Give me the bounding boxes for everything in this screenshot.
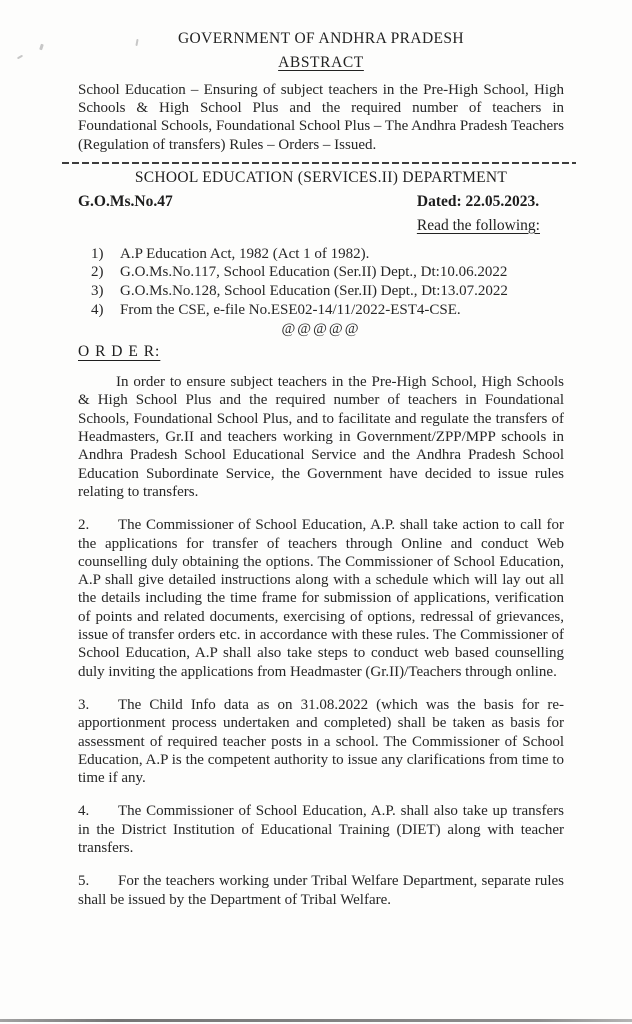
- reference-number: 1): [91, 245, 104, 262]
- go-header-right-column: [417, 193, 540, 235]
- page-title: GOVERNMENT OF ANDHRA PRADESH: [177, 30, 465, 47]
- paragraph-text: The Commissioner of School Education, A.P. shall also take up transfers in the District Institution of Educational Training (DIET) along with teacher transfers.: [78, 803, 564, 857]
- scan-artifact: [17, 55, 23, 60]
- reference-item: [91, 245, 564, 264]
- paragraph-number: 5.: [78, 873, 90, 890]
- order-heading: O R D E R:: [78, 343, 161, 361]
- order-paragraph: [78, 802, 564, 857]
- reference-text: A.P Education Act, 1982 (Act 1 of 1982).: [120, 245, 370, 262]
- reference-item: [91, 282, 564, 301]
- order-paragraph: [78, 696, 564, 787]
- paragraph-text: In order to ensure subject teachers in the Pre-High School, High Schools & High School Plus and the required number of teachers in Foundational Schools, Foundational School Plus, and to facilitate and regulate the transfers of Headmasters, Gr.II and teachers working in Government/ZPP/MPP schools in Andhra Pradesh School Educational Service and the Andhra Pradesh School Education Subordinate Service, the Government have decided to issue rules relating to transfers.: [78, 374, 564, 500]
- department-heading: SCHOOL EDUCATION (SERVICES.II) DEPARTMENT: [134, 168, 508, 186]
- abstract-text: School Education – Ensuring of subject teachers in the Pre-High School, High Schools & High School Plus and the required number of teachers in Foundational Schools, Foundational School Plus – The Andhra Pradesh Teachers (Regulation of transfers) Rules – Orders – Issued.: [78, 82, 564, 153]
- go-number: G.O.Ms.No.47: [78, 192, 173, 210]
- reference-number: 4): [91, 301, 104, 318]
- paragraph-number: 2.: [78, 517, 90, 534]
- reference-item: [91, 263, 564, 282]
- order-paragraph: [78, 516, 564, 681]
- reference-text: G.O.Ms.No.117, School Education (Ser.II) Dept., Dt:10.06.2022: [120, 264, 508, 281]
- reference-text: G.O.Ms.No.128, School Education (Ser.II) Dept., Dt:13.07.2022: [120, 283, 508, 299]
- page-bottom-scan-edge: [0, 1019, 632, 1022]
- paragraph-number: 3.: [78, 696, 90, 713]
- at-sign-separator: @@@@@: [281, 321, 361, 338]
- reference-number: 2): [91, 264, 104, 281]
- dashed-separator: [62, 162, 576, 164]
- read-following-label: Read the following:: [416, 216, 540, 234]
- order-paragraph: [78, 872, 564, 909]
- dated-label: Dated: 22.05.2023.: [416, 192, 540, 210]
- paragraph-text: For the teachers working under Tribal Welfare Department, separate rules shall be issued by the Department of Tribal Welfare.: [78, 873, 564, 908]
- reference-item: [91, 301, 564, 320]
- abstract-heading: ABSTRACT: [278, 54, 364, 71]
- paragraph-number: 4.: [78, 803, 90, 820]
- reference-number: 3): [91, 283, 104, 299]
- go-header-row: [78, 193, 564, 235]
- paragraph-text: The Child Info data as on 31.08.2022 (which was the basis for re-apportionment process undertaken and completed) shall be taken as basis for assessment of required teacher posts in a school. The Commissioner of School Education, A.P is the competent authority to issue any clarifications from time to time if any.: [78, 696, 564, 787]
- reference-text: From the CSE, e-file No.ESE02-14/11/2022-EST4-CSE.: [120, 301, 461, 318]
- paragraph-text: The Commissioner of School Education, A.P. shall take action to call for the applications for transfer of teachers through Online and conduct Web counselling duly obtaining the options. The Commissioner of School Education, A.P shall give detailed instructions along with a schedule which will lay out all the details including the time frame for submission of applications, verification of points and related documents, exercising of options, redressal of grievances, issue of transfer orders etc. in accordance with these rules. The Commissioner of School Education, A.P shall also take steps to conduct web based counselling duly inviting the applications from Headmaster (Gr.II)/Teachers through online.: [78, 517, 564, 680]
- reference-list: [78, 245, 564, 319]
- order-paragraph: [78, 373, 564, 501]
- scan-artifact: [39, 44, 44, 51]
